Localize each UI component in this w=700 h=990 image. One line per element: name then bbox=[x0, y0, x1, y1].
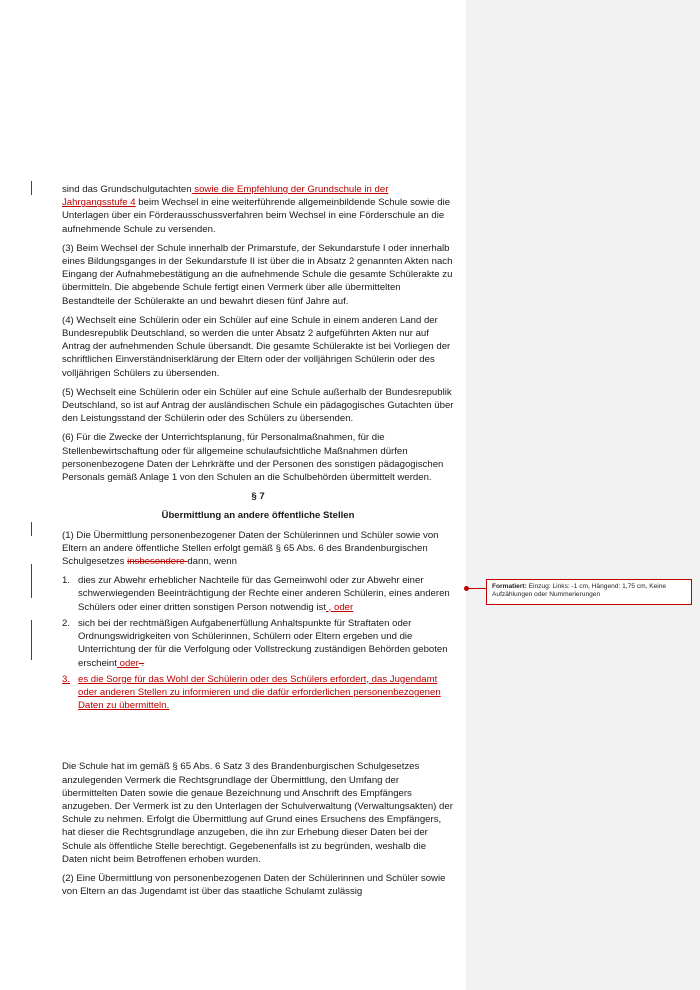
section-title: Übermittlung an andere öffentliche Stellen bbox=[161, 510, 355, 522]
comment-margin bbox=[466, 0, 700, 990]
list-item: 1. dies zur Abwehr erheblicher Nachteile für das Gemeinwohl oder zur Abwehr einer schwerwiegenden Beeinträchtigung der Rechte einer anderen Schülerin, eines anderen Schülers oder einer dritten sonstigen Person notwendig ist , oder bbox=[62, 575, 450, 613]
change-bar bbox=[31, 522, 32, 536]
change-bar bbox=[31, 181, 32, 195]
comment-text: Einzug: Links: -1 cm, Hängend: 1,75 cm, Keine Aufzählungen oder Nummerierungen bbox=[492, 583, 667, 599]
paragraph-3: (3) Beim Wechsel der Schule innerhalb der Primarstufe, der Sekundarstufe I oder innerhalb eines Bildungsganges in der Sekundarstufe II ist über die in Absatz 2 genannten Akten nach Eingang der Aufnahmebestätigung an die aufnehmende Schule die gesamte Schülerakte zu übermitteln. Die abgebende Schule fertigt einen Vermerk über alle übermittelten Bestandteile der Schülerakte an und bewahrt diesen fünf Jahre auf. bbox=[62, 242, 453, 307]
list-item: 3. es die Sorge für das Wohl der Schülerin oder des Schülers erfordert, das Jugendamt oder anderen Stellen zu informieren und die dafür erforderlichen personenbezogenen Daten zu übermitteln. bbox=[62, 673, 441, 712]
paragraph-vermerk: Die Schule hat im gemäß § 65 Abs. 6 Satz 3 des Brandenburgischen Schulgesetzes anzulegenden Vermerk die Rechtsgrundlage der Übermittlung, den Umfang der übermittelten Daten sowie die genaue Bezeichnung und Anschrift des Empfängers anzugeben. Der Vermerk ist zu den Unterlagen der Schulverwaltung (Verwaltungsakten) der Schule zu nehmen. Erfolgt die Übermittlung auf Grund eines Ersuchens des Empfängers, hat dieser die Rechtsgrundlage anzugeben, die ihn zur Erhebung dieser Daten bei der Schule als öffentliche Stelle berechtigt. Gegebenenfalls ist zu begründen, weshalb die Daten nicht beim Betroffenen erhoben wurden. bbox=[62, 761, 453, 865]
paragraph-4: (4) Wechselt eine Schülerin oder ein Schüler auf eine Schule in einem anderen Land der Bundesrepublik Deutschland, so werden die unter Absatz 2 aufgeführten Akten nur auf Antrag der aufnehmenden Schule übersandt. Die gesamte Schülerakte ist bei Vorliegen der schriftlichen Einverständniserklärung der Eltern oder der volljährigen Schülerin oder des volljährigen Schülers zu übersenden. bbox=[62, 314, 451, 379]
body-text bbox=[62, 183, 454, 904]
paragraph-top: sind das Grundschulgutachten sowie die Empfehlung der Grundschule in der Jahrgangsstufe 4 beim Wechsel in eine weiterführende allgemeinbildende Schule sowie die Unterlagen über ein Förderausschussverfahren beim Wechsel in eine Förderschule an die aufnehmende Schule zu versenden. bbox=[62, 184, 451, 235]
section-number: § 7 bbox=[251, 491, 265, 503]
formatting-comment-balloon[interactable] bbox=[486, 579, 692, 605]
section7-paragraph-1: (1) Die Übermittlung personenbezogener Daten der Schülerinnen und Schüler sowie von Eltern an andere öffentliche Stellen erfolgt gemäß § 65 Abs. 6 des Brandenburgischen Schulgesetzes insbesondere dann, wenn bbox=[62, 529, 439, 568]
comment-leader-line bbox=[466, 588, 486, 589]
inserted-text: sowie die Empfehlung der Grundschule in der Jahrgangsstufe 4 bbox=[62, 184, 389, 209]
condition-list bbox=[62, 574, 454, 712]
paragraph-5: (5) Wechselt eine Schülerin oder ein Schüler auf eine Schule außerhalb der Bundesrepublik Deutschland, so ist auf Antrag der ausländischen Schule ein pädagogisches Gutachten über den Leistungsstand der Schülerin oder des Schülers zu übersenden. bbox=[62, 386, 454, 425]
change-bar bbox=[31, 564, 32, 598]
change-bar bbox=[31, 620, 32, 660]
inserted-text: oder bbox=[116, 657, 139, 669]
section7-paragraph-2: (2) Eine Übermittlung von personenbezogenen Daten der Schülerinnen und Schüler sowie von Eltern an das Jugendamt ist über das staatliche Schulamt zulässig bbox=[62, 872, 446, 898]
paragraph-6: (6) Für die Zwecke der Unterrichtsplanung, für Personalmaßnahmen, für die Stellenbewirtschaftung oder für allgemeine schulaufsichtliche Maßnahmen dürfen personenbezogene Daten der Lehrkräfte und der Personen des sonstigen pädagogischen Personals gemäß Anlage 1 von den Schulen an die Schulbehörden übermittelt werden. bbox=[62, 432, 444, 484]
deleted-text: . bbox=[138, 657, 145, 669]
list-item: 2. sich bei der rechtmäßigen Aufgabenerfüllung Anhaltspunkte für Straftaten oder Ordnungswidrigkeiten von Schülerinnen, Schülern oder Eltern ergeben und die Unterrichtung der für die Verfolgung oder Vollstreckung zuständigen Behörden geboten erscheint oder . bbox=[62, 617, 448, 669]
deleted-text: insbesondere bbox=[127, 556, 188, 568]
comment-label: Formatiert: bbox=[492, 583, 527, 590]
inserted-text: , oder bbox=[325, 601, 354, 613]
